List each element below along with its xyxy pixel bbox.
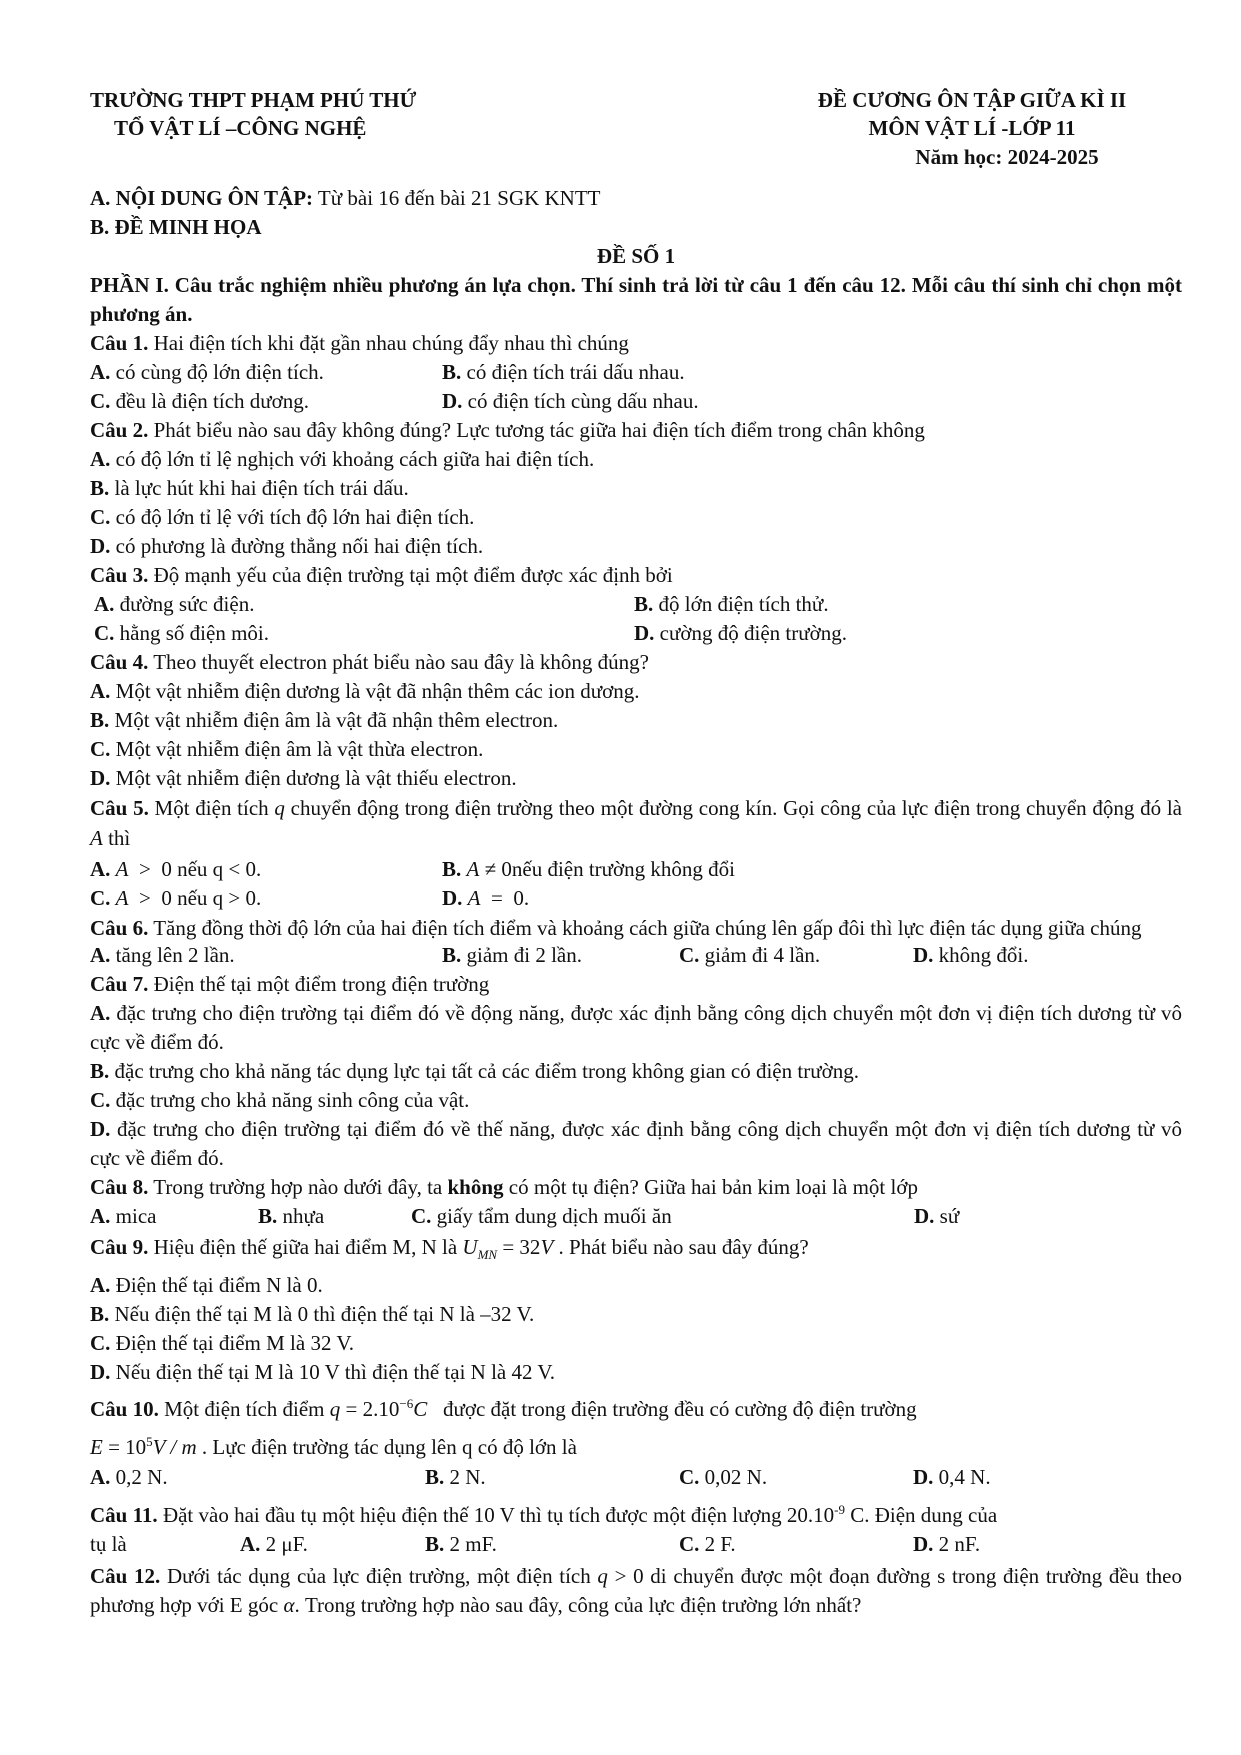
question-5: Câu 5. Một điện tích q chuyển động trong điện trường theo một đường cong kín. Gọi công của lực điện trong chuyển động đó là A thì	[90, 796, 1182, 850]
q9-option-b: B. Nếu điện thế tại M là 0 thì điện thế tại N là –32 V.	[90, 1302, 535, 1327]
question-9: Câu 9. Hiệu điện thế giữa hai điểm M, N là $U_{MN} = 32V$ . Phát biểu nào sau đây đúng?	[90, 1235, 809, 1263]
q3-options-row1	[90, 590, 1182, 619]
q11-option-a: A. 2 μF.	[240, 1532, 308, 1557]
q7-option-b: B. đặc trưng cho khả năng tác dụng lực tại tất cả các điểm trong không gian có điện trường.	[90, 1059, 859, 1083]
q4-option-b: B. Một vật nhiễm điện âm là vật đã nhận thêm electron.	[90, 708, 559, 732]
document-header	[90, 86, 1182, 172]
department-name: TỔ VẬT LÍ –CÔNG NGHỆ	[114, 116, 367, 140]
question-7: Câu 7. Điện thế tại một điểm trong điện trường	[90, 972, 490, 996]
q5-option-d: D. A = 0.	[442, 886, 530, 910]
q10-option-d: D. 0,4 N.	[913, 1465, 991, 1490]
question-12: Câu 12. Dưới tác dụng của lực điện trường, một điện tích q > 0 di chuyển được một đoạn đường s trong điện trường đều theo phương hợp với E góc α. Trong trường hợp nào sau đây, công của lực điện trường lớn nhất?	[90, 1564, 1182, 1618]
q9-option-d: D. Nếu điện thế tại M là 10 V thì điện thế tại N là 42 V.	[90, 1360, 556, 1385]
school-name: TRƯỜNG THPT PHẠM PHÚ THỨ	[90, 88, 417, 112]
q11-option-c: C. 2 F.	[679, 1532, 736, 1557]
q7-option-d: D. đặc trưng cho điện trường tại điểm đó về thế năng, được xác định bằng công dịch chuyển một đơn vị điện tích dương từ vô cực về điểm đó.	[90, 1117, 1182, 1170]
question-6: Câu 6. Tăng đồng thời độ lớn của hai điện tích điểm và khoảng cách giữa chúng lên gấp đôi thì lực điện tác dụng giữa chúng	[90, 916, 1142, 940]
q1-option-d: D. có điện tích cùng dấu nhau.	[442, 389, 699, 413]
q3-option-c: C. hằng số điện môi.	[94, 621, 269, 645]
q11-options-row	[90, 1530, 1182, 1559]
q8-option-d: D. sứ	[914, 1204, 960, 1228]
q10-option-c: C. 0,02 N.	[679, 1465, 768, 1490]
question-1: Câu 1. Hai điện tích khi đặt gần nhau chúng đẩy nhau thì chúng	[90, 331, 629, 355]
q10-option-a: A. 0,2 N.	[90, 1465, 168, 1490]
q1-option-c: C. đều là điện tích dương.	[90, 389, 310, 413]
q3-options-row2	[90, 619, 1182, 648]
q2-option-a: A. có độ lớn tỉ lệ nghịch với khoảng cách giữa hai điện tích.	[90, 447, 595, 471]
document-title: ĐỀ CƯƠNG ÔN TẬP GIỮA KÌ II	[817, 88, 1127, 112]
q4-option-c: C. Một vật nhiễm điện âm là vật thừa electron.	[90, 737, 484, 761]
q6-option-c: C. giảm đi 4 lần.	[679, 943, 821, 967]
header-right	[762, 86, 1182, 172]
q5-options-row1	[90, 855, 1182, 884]
section-a	[90, 184, 1182, 213]
question-10-cont: $E = 10^5V / m$ . Lực điện trường tác dụng lên q có độ lớn là	[90, 1434, 577, 1460]
document-page	[90, 86, 1182, 1620]
question-11: Câu 11. Đặt vào hai đầu tụ một hiệu điện thế 10 V thì tụ tích được một điện lượng $20.10^{-9}$ C. Điện dung của	[90, 1502, 998, 1528]
q8-option-c: C. giấy tẩm dung dịch muối ăn	[411, 1204, 672, 1228]
q11-option-b: B. 2 mF.	[425, 1532, 497, 1557]
q11-option-d: D. 2 nF.	[913, 1532, 981, 1557]
q4-option-a: A. Một vật nhiễm điện dương là vật đã nhận thêm các ion dương.	[90, 679, 640, 703]
q6-option-b: B. giảm đi 2 lần.	[442, 943, 582, 967]
q6-option-a: A. tăng lên 2 lần.	[90, 943, 235, 967]
q10-option-b: B. 2 N.	[425, 1465, 486, 1490]
q8-option-a: A. mica	[90, 1204, 157, 1228]
q10-options-row	[90, 1463, 1182, 1492]
question-2: Câu 2. Phát biểu nào sau đây không đúng? Lực tương tác giữa hai điện tích điểm trong chân không	[90, 418, 925, 442]
part1-instructions: PHẦN I. Câu trắc nghiệm nhiều phương án lựa chọn. Thí sinh trả lời từ câu 1 đến câu 12. Mỗi câu thí sinh chỉ chọn một phương án.	[90, 273, 1182, 326]
q11-lead: tụ là	[90, 1532, 127, 1557]
q2-option-d: D. có phương là đường thẳng nối hai điện tích.	[90, 534, 484, 558]
question-8: Câu 8. Trong trường hợp nào dưới đây, ta không có một tụ điện? Giữa hai bản kim loại là một lớp	[90, 1175, 918, 1199]
subject-line: MÔN VẬT LÍ -LỚP 11	[868, 116, 1076, 140]
q1-options-row2	[90, 387, 1182, 416]
q4-option-d: D. Một vật nhiễm điện dương là vật thiếu electron.	[90, 766, 517, 790]
exam-title: ĐỀ SỐ 1	[596, 244, 676, 268]
q1-options-row1	[90, 358, 1182, 387]
q9-option-a: A. Điện thế tại điểm N là 0.	[90, 1273, 323, 1298]
q3-option-a: A. đường sức điện.	[94, 592, 255, 616]
q5-option-c: C. A > 0 nếu q > 0.	[90, 886, 262, 910]
q6-options-row	[90, 941, 1182, 970]
school-year: Năm học: 2024-2025	[915, 145, 1099, 169]
q7-option-a: A. đặc trưng cho điện trường tại điểm đó về động năng, được xác định bằng công dịch chuyển một đơn vị điện tích dương từ vô cực về điểm đó.	[90, 1001, 1182, 1054]
question-3: Câu 3. Độ mạnh yếu của điện trường tại một điểm được xác định bởi	[90, 563, 673, 587]
q1-option-b: B. có điện tích trái dấu nhau.	[442, 360, 685, 384]
q5-option-a: A. A > 0 nếu q < 0.	[90, 857, 262, 881]
q5-option-b: B. A ≠ 0nếu điện trường không đổi	[442, 857, 735, 881]
q8-option-b: B. nhựa	[258, 1204, 325, 1228]
q9-option-c: C. Điện thế tại điểm M là 32 V.	[90, 1331, 355, 1356]
q2-option-b: B. là lực hút khi hai điện tích trái dấu.	[90, 476, 409, 500]
q3-option-d: D. cường độ điện trường.	[634, 621, 847, 645]
question-10: Câu 10. Một điện tích điểm $q = 2.10^{-6}C$ được đặt trong điện trường đều có cường độ điện trường	[90, 1396, 917, 1422]
q3-option-b: B. độ lớn điện tích thử.	[634, 592, 829, 616]
q2-option-c: C. có độ lớn tỉ lệ với tích độ lớn hai điện tích.	[90, 505, 475, 529]
q8-options-row	[90, 1202, 1182, 1231]
q6-option-d: D. không đổi.	[913, 943, 1029, 967]
q1-option-a: A. có cùng độ lớn điện tích.	[90, 360, 324, 384]
header-left	[90, 86, 650, 172]
section-a-text: Từ bài 16 đến bài 21 SGK KNTT	[313, 186, 601, 210]
section-b: B. ĐỀ MINH HỌA	[90, 215, 262, 239]
q5-options-row2	[90, 884, 1182, 913]
section-a-label: A. NỘI DUNG ÔN TẬP:	[90, 186, 314, 210]
q7-option-c: C. đặc trưng cho khả năng sinh công của vật.	[90, 1088, 470, 1112]
question-4: Câu 4. Theo thuyết electron phát biểu nào sau đây là không đúng?	[90, 650, 649, 674]
